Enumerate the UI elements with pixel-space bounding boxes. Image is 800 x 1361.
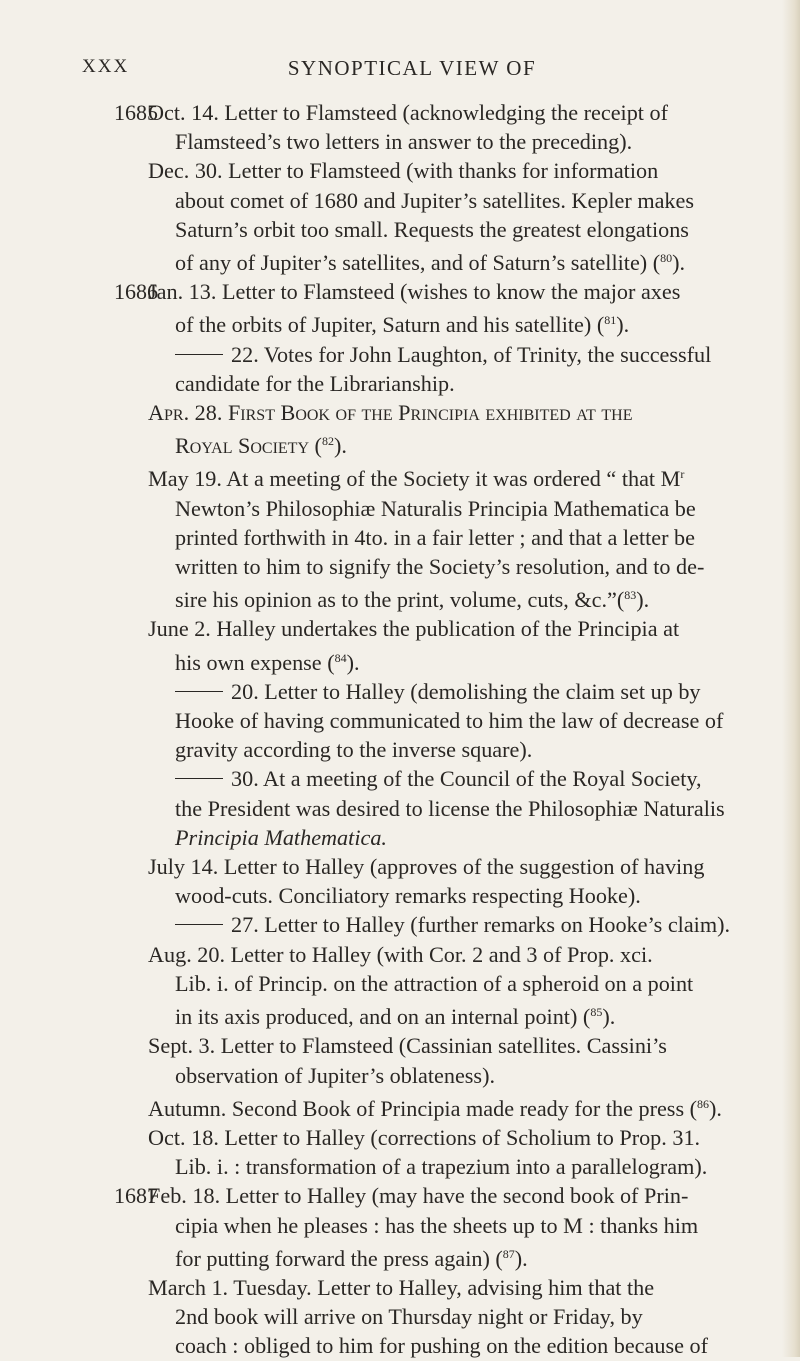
line-text: wood-cuts. Conciliatory remarks respecting Hooke). — [175, 883, 641, 909]
text-line — [0, 1211, 800, 1240]
year-entry — [0, 277, 800, 1181]
text-line — [0, 910, 800, 939]
year-entry — [0, 1181, 800, 1360]
text-line — [0, 523, 800, 552]
text-line — [0, 244, 800, 277]
line-text: printed forthwith in 4to. in a fair letter ; and that a letter be — [175, 524, 695, 550]
text-line — [0, 186, 800, 215]
footnote-ref: 86 — [697, 1096, 710, 1111]
line-text: Oct. 18. Letter to Halley (corrections of Scholium to Prop. 31. — [148, 1124, 701, 1150]
line-text: coach : obliged to him for pushing on the edition because of — [175, 1333, 708, 1359]
line-text: candidate for the Librarianship. — [175, 370, 455, 396]
line-text: Oct. 14. Letter to Flamsteed (acknowledging the receipt of — [148, 100, 668, 125]
line-text: Aug. 20. Letter to Halley (with Cor. 2 and 3 of Prop. xci. — [148, 941, 653, 967]
page-header — [82, 56, 742, 86]
line-text: Dec. 30. Letter to Flamsteed (with thanks for information — [148, 158, 659, 184]
line-text: Hooke of having communicated to him the law of decrease of — [175, 708, 724, 734]
line-text: of any of Jupiter’s satellites, and of Saturn’s satellite) ( — [175, 250, 661, 276]
line-text: in its axis produced, and on an internal point) ( — [175, 1004, 591, 1030]
line-text: his own expense ( — [175, 649, 335, 675]
text-line — [0, 852, 800, 881]
running-title: SYNOPTICAL VIEW OF — [287, 56, 537, 80]
line-text-tail: ). — [514, 1245, 528, 1271]
year-entry — [0, 98, 800, 277]
text-line — [0, 677, 800, 706]
text-line — [0, 823, 800, 852]
text-line — [0, 156, 800, 185]
chronology-body — [0, 98, 800, 1361]
text-line — [0, 969, 800, 998]
line-text-tail: ). — [672, 250, 686, 276]
text-line — [0, 494, 800, 523]
text-line — [0, 764, 800, 793]
line-text: Newton’s Philosophiæ Naturalis Principia Mathematica be — [175, 495, 696, 521]
year-label: 1687 — [114, 1183, 158, 1209]
text-line — [0, 1031, 800, 1060]
text-line — [0, 794, 800, 823]
line-text: June 2. Halley undertakes the publication of the Principia at — [148, 616, 680, 642]
text-line — [0, 552, 800, 581]
text-line — [0, 581, 800, 614]
text-line — [0, 1090, 800, 1123]
ditto-dash — [175, 354, 223, 355]
line-text-tail: ). — [709, 1095, 722, 1121]
footnote-ref: 83 — [624, 588, 637, 603]
footnote-ref: 82 — [321, 434, 334, 449]
line-text: the President was desired to license the Philosophiæ Naturalis — [175, 795, 725, 821]
footnote-ref: 81 — [604, 313, 617, 328]
text-line — [0, 340, 800, 369]
text-line — [0, 1152, 800, 1181]
line-text: of the orbits of Jupiter, Saturn and his satellite) ( — [175, 312, 605, 338]
line-text: July 14. Letter to Halley (approves of the suggestion of having — [148, 854, 705, 880]
line-text: Autumn. Second Book of Principia made ready for the press ( — [148, 1095, 698, 1121]
line-text: Principia Mathematica. — [175, 824, 387, 850]
line-text: Apr. 28. First Book of the Principia exhibited at the — [148, 400, 633, 426]
line-text: Royal Society ( — [175, 433, 322, 459]
line-text: cipia when he pleases : has the sheets up to M : thanks him — [175, 1212, 699, 1238]
footnote-ref: 85 — [590, 1005, 603, 1020]
footnote-ref: 84 — [334, 650, 347, 665]
text-line — [0, 460, 800, 493]
line-text-tail: ). — [346, 649, 360, 675]
line-text-tail: ). — [636, 587, 650, 613]
line-text: Feb. 18. Letter to Halley (may have the second book of Prin- — [148, 1183, 689, 1209]
footnote-ref: 80 — [660, 251, 673, 266]
line-text: 22. Votes for John Laughton, of Trinity, the successful — [231, 341, 712, 367]
year-label: 1685 — [114, 100, 158, 125]
text-line — [0, 398, 800, 427]
line-text-tail: ). — [602, 1004, 616, 1030]
text-line — [0, 215, 800, 244]
text-line — [0, 306, 800, 339]
text-line — [0, 1240, 800, 1273]
line-text: Saturn’s orbit too small. Requests the greatest elongations — [175, 216, 689, 242]
footnote-ref: 87 — [502, 1246, 515, 1261]
ditto-dash — [175, 691, 223, 692]
footnote-ref: r — [680, 467, 685, 482]
line-text: for putting forward the press again) ( — [175, 1245, 503, 1271]
ditto-dash — [175, 778, 223, 779]
text-line — [0, 735, 800, 764]
line-text: gravity according to the inverse square). — [175, 737, 533, 763]
line-text: 27. Letter to Halley (further remarks on Hooke’s claim). — [231, 912, 731, 938]
line-text: Jan. 13. Letter to Flamsteed (wishes to know the major axes — [148, 279, 681, 305]
text-line — [0, 940, 800, 969]
text-line — [0, 614, 800, 643]
ditto-dash — [175, 924, 223, 925]
text-line — [0, 998, 800, 1031]
text-line — [0, 1061, 800, 1090]
line-text: Sept. 3. Letter to Flamsteed (Cassinian satellites. Cassini’s — [148, 1033, 667, 1059]
text-line — [0, 127, 800, 156]
line-text: written to him to signify the Society’s resolution, and to de- — [175, 554, 705, 580]
line-text: 2nd book will arrive on Thursday night or Friday, by — [175, 1304, 643, 1330]
line-text: May 19. At a meeting of the Society it was ordered “ that M — [148, 466, 681, 492]
text-line — [0, 427, 800, 460]
text-line — [0, 1123, 800, 1152]
line-text: observation of Jupiter’s oblateness). — [175, 1062, 496, 1088]
line-text: Lib. i. : transformation of a trapezium into a parallelogram). — [175, 1154, 708, 1180]
line-text: 30. At a meeting of the Council of the Royal Society, — [231, 766, 702, 792]
text-line — [0, 1331, 800, 1360]
line-text: March 1. Tuesday. Letter to Halley, advising him that the — [148, 1274, 655, 1300]
line-text: Flamsteed’s two letters in answer to the preceding). — [175, 129, 633, 155]
line-text: 20. Letter to Halley (demolishing the claim set up by — [231, 678, 701, 704]
line-text-tail: ). — [616, 312, 630, 338]
text-line — [0, 706, 800, 735]
text-line — [0, 369, 800, 398]
line-text-tail: ). — [333, 433, 347, 459]
line-text: Lib. i. of Princip. on the attraction of a spheroid on a point — [175, 970, 694, 996]
text-line — [0, 881, 800, 910]
text-line — [0, 1302, 800, 1331]
text-line — [0, 1273, 800, 1302]
text-line — [0, 644, 800, 677]
line-text: about comet of 1680 and Jupiter’s satellites. Kepler makes — [175, 187, 695, 213]
page-folio: XXX — [82, 56, 130, 77]
line-text: sire his opinion as to the print, volume, cuts, &c.”( — [175, 587, 625, 613]
year-label: 1686 — [114, 279, 158, 305]
